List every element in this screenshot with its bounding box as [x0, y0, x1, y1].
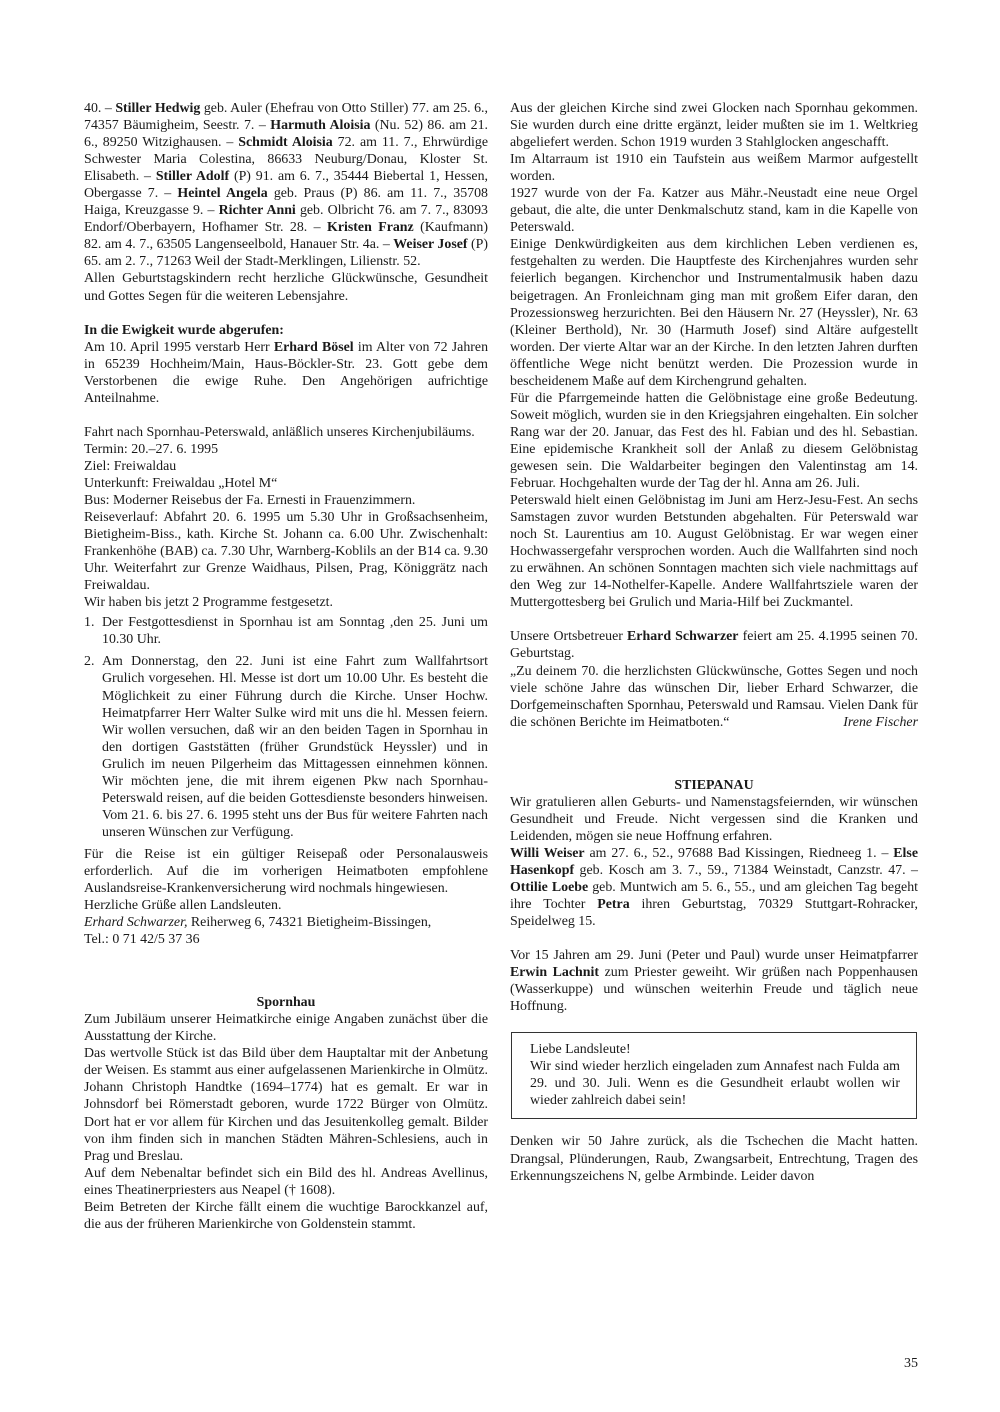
left-column — [84, 100, 488, 1233]
birthday-name: Richter Anni — [218, 203, 296, 219]
trip-term: Termin: 20.–27. 6. 1995 — [84, 441, 219, 457]
birthday-list: 40. – Stiller Hedwig geb. Auler (Ehefrau von Otto Stiller) 77. am 25. 6., 74357 Bäumigheim, Seestr. 7. – Harmuth Aloisia (Nu. 52) 86. am 21. 6., 89250 Witzighausen. – Schmidt Aloisia 72. am 11. 7., Ehrwürdige Schwester Maria Colestina, 86633 Neuburg/Donau, Kloster St. Elisabeth. – Stiller Adolf (P) 91. am 6. 7., 35444 Biebertal 1, Hessen, Obergasse 7. – Heintel Angela geb. Praus (P) 86. am 11. 7., 35708 Haiga, Kreuzgasse 9. – Richter Anni geb. Olbricht 76. am 7. 7., 83093 Endorf/Oberbayern, Hofhamer Str. 28. – Kristen Franz (Kaufmann) 82. am 4. 7., 63505 Langenseelbold, Hanauer Str. 4a. – Weiser Josef (P) 65. am 2. 7., 71263 Weil der Stadt-Merklingen, Lilienstr. 52. — [84, 101, 489, 270]
birthday-wishes: Allen Geburtstagskindern recht herzliche Glückwünsche, Gesundheit und Gottes Segen für die weiteren Lebensjahre. — [84, 271, 488, 304]
spornhau-paragraph: Zum Jubiläum unserer Heimatkirche einige Angaben zunächst über die Ausstattung der Kirche. — [84, 1012, 488, 1045]
birthday-name: Kristen Franz — [327, 220, 414, 236]
signature: Irene Fischer — [843, 714, 918, 730]
box-text: Wir sind wieder herzlich eingeladen zum Annafest nach Fulda am 29. und 30. Juli. Wenn es die Gesundheit erlaubt wollen wir wieder zahlreich dabei sein! — [530, 1059, 900, 1109]
programs-intro: Wir haben bis jetzt 2 Programme festgesetzt. — [84, 595, 334, 611]
author-address: Erhard Schwarzer, Reiherweg 6, 74321 Bietigheim-Bissingen, — [84, 915, 432, 931]
church-paragraph: 1927 wurde von der Fa. Katzer aus Mähr.-Neustadt eine neue Orgel gebaut, die alte, die unter Denkmalschutz stand, kam in die Kapelle von Peterswald. — [510, 186, 918, 236]
anniversary-note: Unsere Ortsbetreuer Erhard Schwarzer feiert am 25. 4.1995 seinen 70. Geburtstag. — [510, 629, 918, 662]
eternity-heading: In die Ewigkeit wurde abgerufen: — [84, 322, 284, 338]
stiepanau-heading: STIEPANAU — [674, 777, 754, 793]
travel-documents-note: Für die Reise ist ein gültiger Reisepaß oder Personalausweis erforderlich. Auf die im vorherigen Heimatboten empfohlene Auslandsreise-Krankenversicherung wird nochmals hingewiesen. — [84, 846, 488, 897]
church-paragraph: Für die Pfarrgemeinde hatten die Gelöbnistage eine große Bedeutung. Soweit möglich, wurden sie in den Kriegsjahren eingehalten. Ein solcher Rang war der 20. Januar, das Fest des hl. Fabian und des hl. Sebastian. Eine epidemische Krankheit soll der Anlaß zu diesem Gelöbnistag gewesen sein. Die Waldarbeiter begingen den Valentinstag am 14. Februar. Hochgehalten wurde der Tag der hl. Anna am 26. Juli. — [510, 390, 918, 492]
birthday-name: Schmidt Aloisia — [238, 135, 333, 151]
list-item: 2. Am Donnerstag, den 22. Juni ist eine Fahrt zum Wallfahrtsort Grulich vorgesehen. Hl. Messe ist dort um 10.00 Uhr. Es besteht die Möglichkeit zu einer Führung durch die Kirche. Unser Hochw. Heimatpfarrer Herr Walter Sulke wird mit uns die hl. Messen feiern. Wir wollen versuchen, daß wir an den beiden Tagen in Spornhau in den dortigen Gaststätten (früher Grundstück Heyssler) und in Grulich im neuen Pilgerheim das Mittagessen einnehmen können. Wir möchten jene, die mit ihrem eigenen Pkw nach Spornhau-Peterswald reisen, auf die beiden Gottesdienste besonders hinweisen. Vom 21. 6. bis 27. 6. 1995 steht uns der Bus für weitere Fahrten nach unseren Wünschen zur Verfügung. — [84, 654, 488, 840]
church-paragraph: Peterswald hielt einen Gelöbnistag im Juni am Herz-Jesu-Fest. An sechs Samstagen zuvor wurden Betstunden abgehalten. Für Peterswald war noch St. Laurentius am 10. August Gelöbnistag. Er war wegen einer Hochwassergefahr versprochen worden. Auch die Wallfahrten sind noch zu erwähnen. An schönen Sonntagen machten sich viele nachmittags auf den Weg zur 14-Nothelfer-Kapelle. Andere Wallfahrtsziele waren der Muttergottesberg bei Grulich und Maria-Hilf bei Zuckmantel. — [510, 493, 918, 611]
trip-goal: Ziel: Freiwaldau — [84, 458, 177, 474]
spornhau-paragraph: Beim Betreten der Kirche fällt einem die wuchtige Barockkanzel auf, die aus der früheren Marienkirche von Goldenstein stammt. — [84, 1199, 488, 1232]
anniversary-quote: „Zu deinem 70. die herzlichsten Glückwünsche, Gottes Segen und noch viele schöne Jahre das wünschen Dir, lieber Erhard Schwarzer, die Dorfgemeinschaften Spornhau, Peterswald und Ramsau. Vielen Dank für die schönen Berichte im Heimatboten.“ Irene Fischer — [510, 663, 918, 730]
trip-lodging: Unterkunft: Freiwaldau „Hotel M“ — [84, 475, 278, 491]
obituary: Am 10. April 1995 verstarb Herr Erhard Bösel im Alter von 72 Jahren in 65239 Hochheim/Main, Haus-Böckler-Str. 23. Gott gebe dem Verstorbenen die ewige Ruhe. Den Angehörigen aufrichtige Anteilnahme. — [84, 339, 489, 406]
trip-bus: Bus: Moderner Reisebus der Fa. Ernesti in Frauenzimmern. — [84, 492, 416, 508]
birthday-name: Heintel Angela — [177, 186, 268, 202]
trip-title: Fahrt nach Spornhau-Peterswald, anläßlich unseres Kirchenjubiläums. — [84, 424, 475, 440]
list-item: 1. Der Festgottesdienst in Spornhau ist am Sonntag ,den 25. Juni um 10.30 Uhr. — [84, 615, 488, 648]
box-greeting: Liebe Landsleute! — [530, 1042, 631, 1058]
birthday-name: Harmuth Aloisia — [270, 118, 371, 134]
greeting: Herzliche Grüße allen Landsleuten. — [84, 898, 282, 914]
announcement-box — [511, 1032, 917, 1119]
birthday-name: Stiller Hedwig — [115, 101, 201, 116]
birthday-name: Stiller Adolf — [155, 169, 230, 185]
church-paragraph: Im Altarraum ist 1910 ein Taufstein aus weißem Marmor aufgestellt worden. — [510, 152, 918, 185]
page-number: 35 — [904, 1356, 918, 1371]
closing-paragraph: Denken wir 50 Jahre zurück, als die Tschechen die Macht hatten. Drangsal, Plünderungen, Raub, Zwangsarbeit, Entrechtung, Tragen des Erkennungszeichens N, gelbe Armbinde. Leider davon — [510, 1134, 918, 1184]
church-paragraph: Einige Denkwürdigkeiten aus dem kirchlichen Leben verdienen es, festgehalten zu werden. Die Hauptfeste des Kirchenjahres wurden sehr feierlich begangen. Kirchenchor und Instrumentalmusik haben dazu beigetragen. An Fronleichnam ging man mit großem Eifer daran, den Prozessionsweg herzurichten. Bei den Häusern Nr. 27 (Heyssler), Nr. 63 (Kleiner Berthold), Nr. 30 (Harmuth Josef) sind Altäre aufgestellt worden. Der vierte Altar war an der Kirche. In den letzten Jahren durften öffentliche Wege nicht benützt werden. Die Prozession wurde in bescheidenem Maße auf dem Kirchengrund gehalten. — [510, 237, 918, 389]
spornhau-paragraph: Das wertvolle Stück ist das Bild über dem Hauptaltar mit der Anbetung der Weisen. Es stammt aus einer aufgelassenen Marienkirche in Olmütz. Johann Christoph Handtke (1694–1774) hat es gemalt. Er war in Johnsdorf bei Römerstadt geboren, wurde 1722 Bürger von Olmütz. Dort hat er vor allem für Kirchen und das Jesuitenkolleg gemalt. Bilder von ihm finden sich in manchen Städten Mähren-Schlesiens, auch in Prag und Breslau. — [84, 1046, 488, 1164]
spornhau-heading: Spornhau — [256, 995, 316, 1011]
right-column — [510, 100, 918, 1185]
birthday-name: Weiser Josef — [393, 237, 468, 253]
trip-route: Reiseverlauf: Abfahrt 20. 6. 1995 um 5.30 Uhr in Großsachsenheim, Bietigheim-Biss., kath. Kirche St. Johann ca. 6.00 Uhr. Zwischenhalt: Frankenhöhe (BAB) ca. 7.30 Uhr, Warnberg-Koblils an der B14 ca. 9.30 Uhr. Weiterfahrt zur Grenze Waidhaus, Pilsen, Prag, Königgrätz nach Freiwaldau. — [84, 510, 488, 594]
stiepanau-intro: Wir gratulieren allen Geburts- und Namenstagsfeiernden, wir wünschen Gesundheit und Freude. Nicht vergessen sind die Kranken und Leidenden, mögen sie neue Hoffnung erfahren. — [510, 794, 918, 844]
stiepanau-birthdays: Willi Weiser am 27. 6., 52., 97688 Bad Kissingen, Riedneeg 1. – Else Hasenkopf geb. Kosch am 3. 7., 59., 71384 Weinstadt, Canzstr. 47. – Ottilie Loebe geb. Muntwich am 5. 6., 55., und am gleichen Tag begeht ihre Tochter Petra ihren Geburtstag, 70329 Stuttgart-Rohracker, Speidelweg 15. — [510, 845, 919, 930]
priest-anniversary: Vor 15 Jahren am 29. Juni (Peter und Paul) wurde unser Heimatpfarrer Erwin Lachnit zum Priester geweiht. Wir grüßen nach Poppenhausen (Wasserkuppe) und wünschen weiterhin Freude und täglich neue Hoffnung. — [510, 948, 918, 1015]
church-paragraph: Aus der gleichen Kirche sind zwei Glocken nach Spornhau gekommen. Sie wurden durch eine dritte ergänzt, leider mußten sie im 1. Weltkrieg abgeliefert werden. Schon 1919 wurden 3 Stahlglocken angeschafft. — [510, 101, 918, 151]
spornhau-paragraph: Auf dem Nebenaltar befindet sich ein Bild des hl. Andreas Avellinus, eines Theatinerpriesters aus Neapel († 1608). — [84, 1165, 488, 1198]
author-phone: Tel.: 0 71 42/5 37 36 — [84, 932, 200, 948]
program-list — [84, 614, 488, 841]
